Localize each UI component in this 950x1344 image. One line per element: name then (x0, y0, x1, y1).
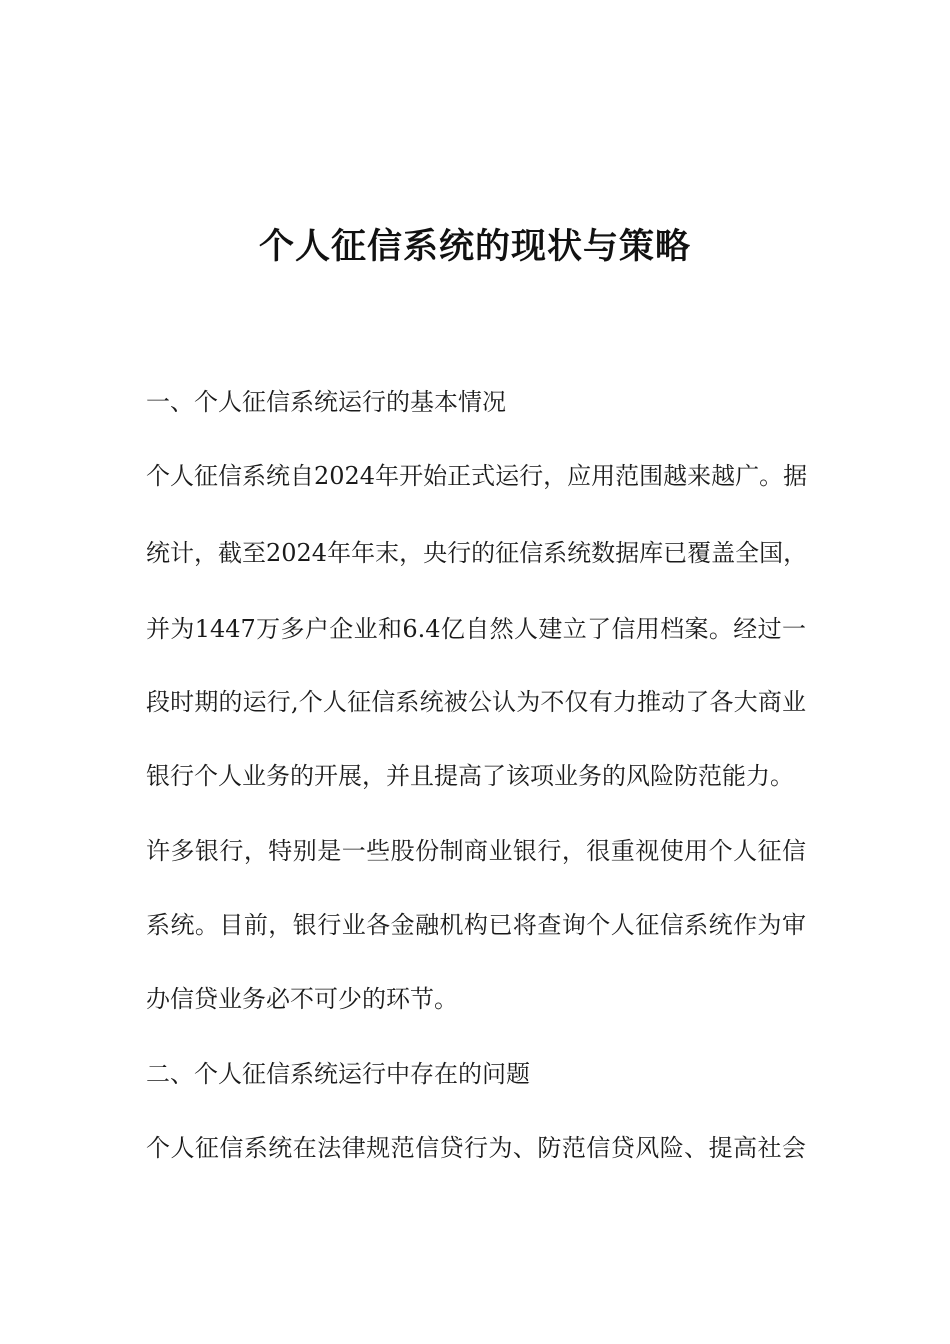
paragraph-line: 系统。目前，银行业各金融机构已将查询个人征信系统作为审 (146, 911, 806, 939)
section-heading-2: 二、个人征信系统运行中存在的问题 (146, 1060, 530, 1088)
paragraph-line: 办信贷业务必不可少的环节。 (146, 985, 458, 1013)
paragraph-line: 许多银行，特别是一些股份制商业银行，很重视使用个人征信 (146, 837, 806, 865)
paragraph-line: 段时期的运行,个人征信系统被公认为不仅有力推动了各大商业 (146, 688, 806, 716)
section-heading-1: 一、个人征信系统运行的基本情况 (146, 388, 506, 416)
document-title: 个人征信系统的现状与策略 (258, 227, 691, 267)
paragraph-line: 银行个人业务的开展，并且提高了该项业务的风险防范能力。 (146, 762, 794, 790)
paragraph-line: 个人征信系统自2024年开始正式运行，应用范围越来越广。据 (146, 462, 808, 490)
paragraph-line: 统计，截至2024年年末，央行的征信系统数据库已覆盖全国， (146, 539, 808, 567)
paragraph-line: 个人征信系统在法律规范信贷行为、防范信贷风险、提高社会 (146, 1134, 806, 1162)
paragraph-line: 并为1447万多户企业和6.4亿自然人建立了信用档案。经过一 (146, 615, 806, 643)
